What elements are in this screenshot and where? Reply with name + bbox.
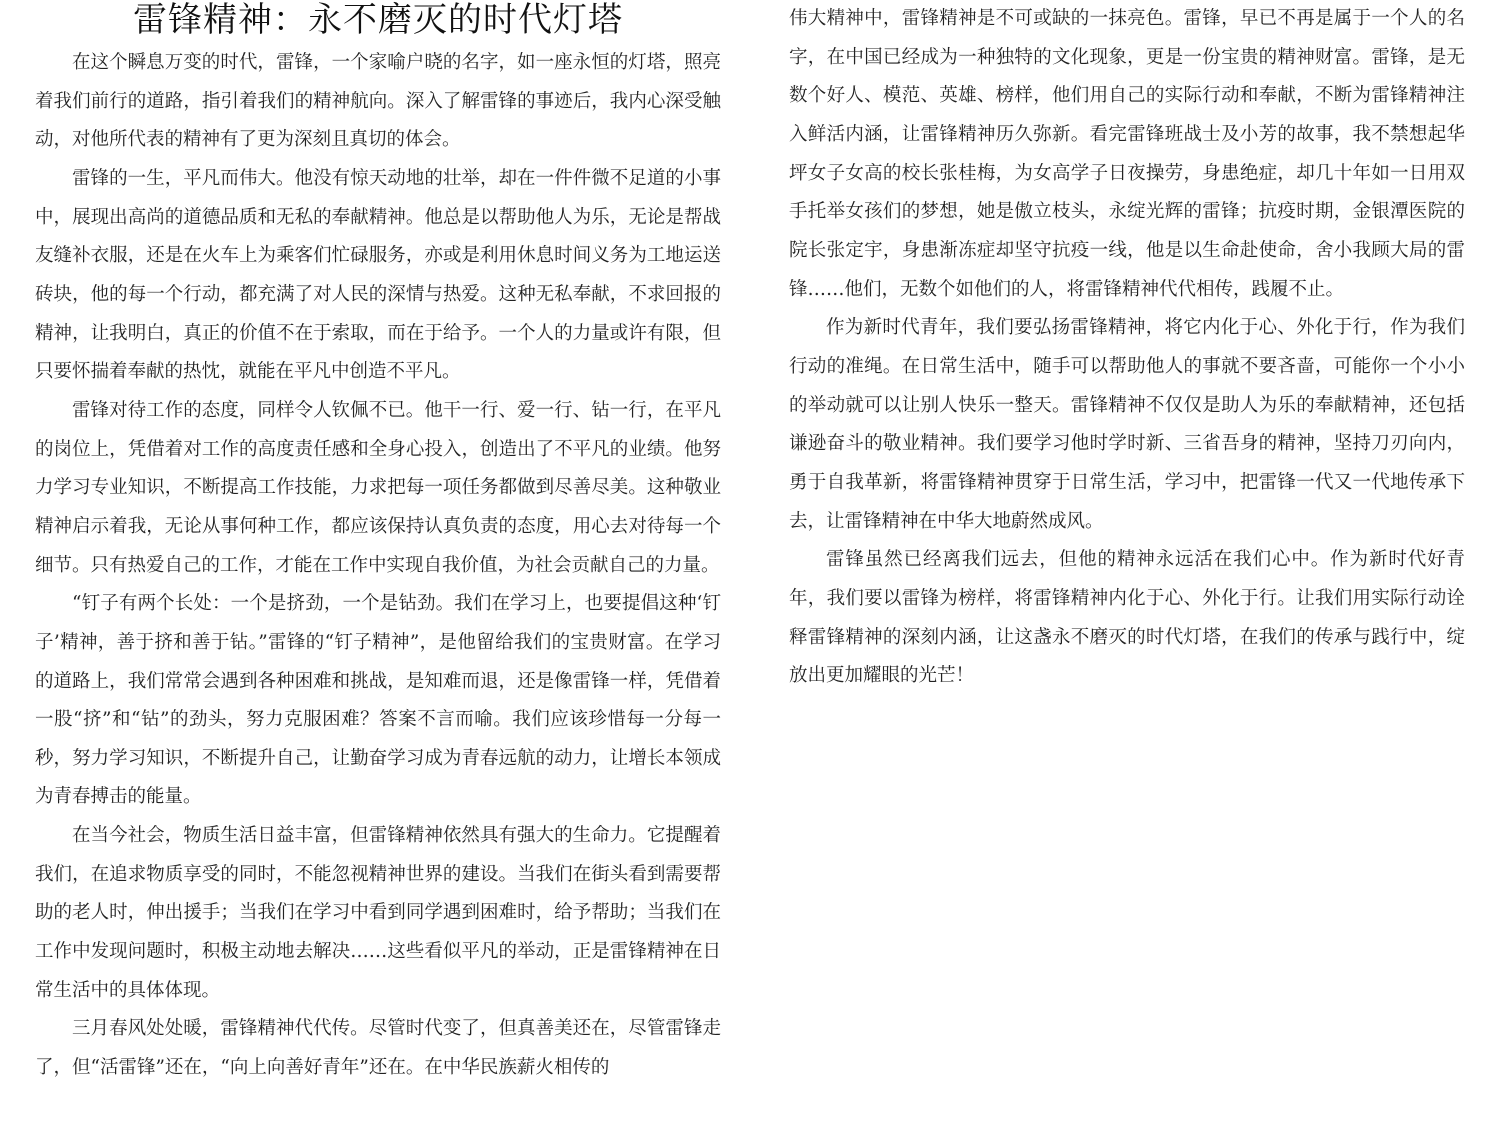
paragraph: 三月春风处处暖，雷锋精神代代传。尽管时代变了，但真善美还在，尽管雷锋走了，但“活雷锋”还在，“向上向善好青年”还在。在中华民族薪火相传的 bbox=[35, 1018, 721, 1079]
right-column bbox=[789, 0, 1465, 696]
document-title: 雷锋精神：永不磨灭的时代灯塔 bbox=[133, 0, 623, 40]
paragraph: 雷锋对待工作的态度，同样令人钦佩不已。他干一行、爱一行、钻一行，在平凡的岗位上，凭借着对工作的高度责任感和全身心投入，创造出了不平凡的业绩。他努力学习专业知识，不断提高工作技能，力求把每一项任务都做到尽善尽美。这种敬业精神启示着我，无论从事何种工作，都应该保持认真负责的态度，用心去对待每一个细节。只有热爱自己的工作，才能在工作中实现自我价值，为社会贡献自己的力量。 bbox=[35, 399, 721, 576]
paragraph: 雷锋的一生，平凡而伟大。他没有惊天动地的壮举，却在一件件微不足道的小事中，展现出高尚的道德品质和无私的奉献精神。他总是以帮助他人为乐，无论是帮战友缝补衣服，还是在火车上为乘客们忙碌服务，亦或是利用休息时间义务为工地运送砖块，他的每一个行动，都充满了对人民的深情与热爱。这种无私奉献，不求回报的精神，让我明白，真正的价值不在于索取，而在于给予。一个人的力量或许有限，但只要怀揣着奉献的热忱，就能在平凡中创造不平凡。 bbox=[35, 167, 721, 383]
left-column bbox=[35, 0, 721, 1088]
paragraph: 在当今社会，物质生活日益丰富，但雷锋精神依然具有强大的生命力。它提醒着我们，在追求物质享受的同时，不能忽视精神世界的建设。当我们在街头看到需要帮助的老人时，伸出援手；当我们在学习中看到同学遇到困难时，给予帮助；当我们在工作中发现问题时，积极主动地去解决……这些看似平凡的举动，正是雷锋精神在日常生活中的具体体现。 bbox=[35, 825, 721, 1001]
paragraph: 雷锋虽然已经离我们远去，但他的精神永远活在我们心中。作为新时代好青年，我们要以雷锋为榜样，将雷锋精神内化于心、外化于行。让我们用实际行动诠释雷锋精神的深刻内涵，让这盏永不磨灭的时代灯塔，在我们的传承与践行中，绽放出更加耀眼的光芒！ bbox=[789, 549, 1465, 687]
paragraph: “钉子有两个长处：一个是挤劲，一个是钻劲。我们在学习上，也要提倡这种‘钉子’精神，善于挤和善于钻。”雷锋的“钉子精神”，是他留给我们的宝贵财富。在学习的道路上，我们常常会遇到各种困难和挑战，是知难而退，还是像雷锋一样，凭借着一股“挤”和“钻”的劲头，努力克服困难？答案不言而喻。我们应该珍惜每一分每一秒，努力学习知识，不断提升自己，让勤奋学习成为青春远航的动力，让增长本领成为青春搏击的能量。 bbox=[35, 593, 721, 808]
paragraph: 在这个瞬息万变的时代，雷锋，一个家喻户晓的名字，如一座永恒的灯塔，照亮着我们前行的道路，指引着我们的精神航向。深入了解雷锋的事迹后，我内心深受触动，对他所代表的精神有了更为深刻且真切的体会。 bbox=[35, 52, 721, 151]
paragraph-continued: 伟大精神中，雷锋精神是不可或缺的一抹亮色。雷锋，早已不再是属于一个人的名字，在中国已经成为一种独特的文化现象，更是一份宝贵的精神财富。雷锋，是无数个好人、模范、英雄、榜样，他们用自己的实际行动和奉献，不断为雷锋精神注入鲜活内涵，让雷锋精神历久弥新。看完雷锋班战士及小芳的故事，我不禁想起华坪女子女高的校长张桂梅，为女高学子日夜操劳，身患绝症，却几十年如一日用双手托举女孩们的梦想，她是傲立枝头，永绽光辉的雷锋；抗疫时期，金银潭医院的院长张定宇，身患渐冻症却坚守抗疫一线，他是以生命赴使命，舍小我顾大局的雷锋……他们，无数个如他们的人，将雷锋精神代代相传，践履不止。 bbox=[789, 8, 1465, 300]
paragraph: 作为新时代青年，我们要弘扬雷锋精神，将它内化于心、外化于行，作为我们行动的准绳。在日常生活中，随手可以帮助他人的事就不要吝啬，可能你一个小小的举动就可以让别人快乐一整天。雷锋精神不仅仅是助人为乐的奉献精神，还包括谦逊奋斗的敬业精神。我们要学习他时学时新、三省吾身的精神，坚持刀刃向内，勇于自我革新，将雷锋精神贯穿于日常生活，学习中，把雷锋一代又一代地传承下去，让雷锋精神在中华大地蔚然成风。 bbox=[789, 317, 1465, 532]
